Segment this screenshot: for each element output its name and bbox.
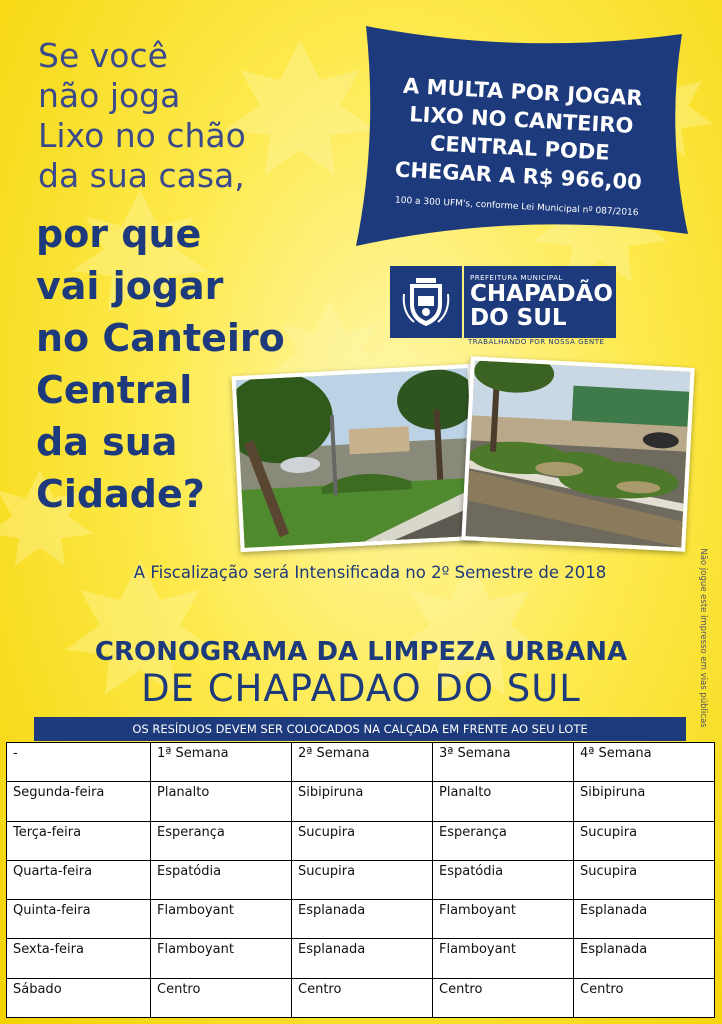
table-cell: Sucupira	[574, 860, 715, 899]
table-cell: Esplanada	[292, 900, 433, 939]
median-photo-right-image	[466, 360, 691, 547]
coat-of-arms-icon	[400, 276, 452, 328]
intro-text	[38, 36, 246, 196]
fine-law-note: 100 a 300 UFM's, conforme Lei Municipal nº 087/2016	[394, 195, 639, 219]
table-row	[7, 939, 715, 978]
table-row	[7, 821, 715, 860]
schedule-title: CRONOGRAMA DA LIMPEZA URBANA	[94, 637, 628, 667]
logo-name-line: CHAPADÃO	[470, 281, 613, 307]
logo-name-line: DO SUL	[470, 305, 567, 331]
table-row	[7, 860, 715, 899]
table-cell: Centro	[151, 978, 292, 1017]
intro-line: Se você	[38, 36, 168, 75]
table-cell: Esplanada	[574, 939, 715, 978]
table-cell: Esplanada	[292, 939, 433, 978]
header-cell: 4ª Semana	[574, 743, 715, 782]
table-cell: Esperança	[433, 821, 574, 860]
header-cell: -	[7, 743, 151, 782]
logo-emblem-box	[390, 266, 462, 338]
fiscalizacao-notice: A Fiscalização será Intensificada no 2º Semestre de 2018	[133, 563, 607, 582]
table-cell: Sucupira	[292, 821, 433, 860]
question-line: no Canteiro	[36, 316, 285, 360]
median-photo-left	[232, 364, 481, 552]
schedule-table-container	[6, 742, 715, 1018]
table-cell: Esplanada	[574, 900, 715, 939]
table-cell: Espatódia	[433, 860, 574, 899]
table-cell: Flamboyant	[433, 900, 574, 939]
logo-prefix: PREFEITURA MUNICIPAL	[470, 274, 563, 282]
table-cell: Espatódia	[151, 860, 292, 899]
day-cell: Quarta-feira	[7, 860, 151, 899]
question-line: Central	[36, 368, 193, 412]
fine-line: A MULTA POR JOGAR	[402, 73, 644, 111]
day-cell: Terça-feira	[7, 821, 151, 860]
schedule-subtitle: DE CHAPADAO DO SUL	[141, 667, 581, 710]
intro-line: Lixo no chão	[38, 116, 246, 155]
schedule-table	[6, 742, 715, 1018]
question-line: Cidade?	[36, 472, 205, 516]
table-cell: Centro	[574, 978, 715, 1017]
table-row	[7, 978, 715, 1017]
table-cell: Planalto	[433, 782, 574, 821]
residue-instruction-bar: OS RESÍDUOS DEVEM SER COLOCADOS NA CALÇADA EM FRENTE AO SEU LOTE	[34, 717, 686, 741]
table-cell: Centro	[292, 978, 433, 1017]
table-cell: Sibipiruna	[574, 782, 715, 821]
fine-line: CHEGAR A R$ 966,00	[394, 157, 643, 195]
table-cell: Flamboyant	[151, 939, 292, 978]
table-cell: Esperança	[151, 821, 292, 860]
logo-name-box	[464, 266, 616, 338]
table-cell: Sibipiruna	[292, 782, 433, 821]
intro-line: não joga	[38, 76, 181, 115]
header-cell: 1ª Semana	[151, 743, 292, 782]
table-cell: Sucupira	[292, 860, 433, 899]
table-cell: Flamboyant	[433, 939, 574, 978]
logo-name	[470, 282, 613, 330]
day-cell: Quinta-feira	[7, 900, 151, 939]
logo-slogan: TRABALHANDO POR NOSSA GENTE	[468, 338, 605, 346]
day-cell: Sábado	[7, 978, 151, 1017]
header-cell: 2ª Semana	[292, 743, 433, 782]
table-cell: Centro	[433, 978, 574, 1017]
question-line: vai jogar	[36, 264, 224, 308]
median-photo-right	[461, 356, 694, 551]
median-photo-left-image	[236, 368, 476, 548]
table-cell: Sucupira	[574, 821, 715, 860]
table-cell: Flamboyant	[151, 900, 292, 939]
day-cell: Segunda-feira	[7, 782, 151, 821]
vertical-disposal-note-text: Não jogue este impresso em vias públicas	[698, 547, 708, 728]
intro-line: da sua casa,	[38, 156, 245, 195]
question-line: por que	[36, 212, 202, 256]
table-header-row	[7, 743, 715, 782]
fine-banner	[367, 70, 674, 220]
table-row	[7, 782, 715, 821]
header-cell: 3ª Semana	[433, 743, 574, 782]
table-cell: Planalto	[151, 782, 292, 821]
question-line: da sua	[36, 420, 178, 464]
fine-line: CENTRAL PODE	[429, 131, 611, 165]
table-row	[7, 900, 715, 939]
fine-line: LIXO NO CANTEIRO	[408, 102, 634, 138]
day-cell: Sexta-feira	[7, 939, 151, 978]
